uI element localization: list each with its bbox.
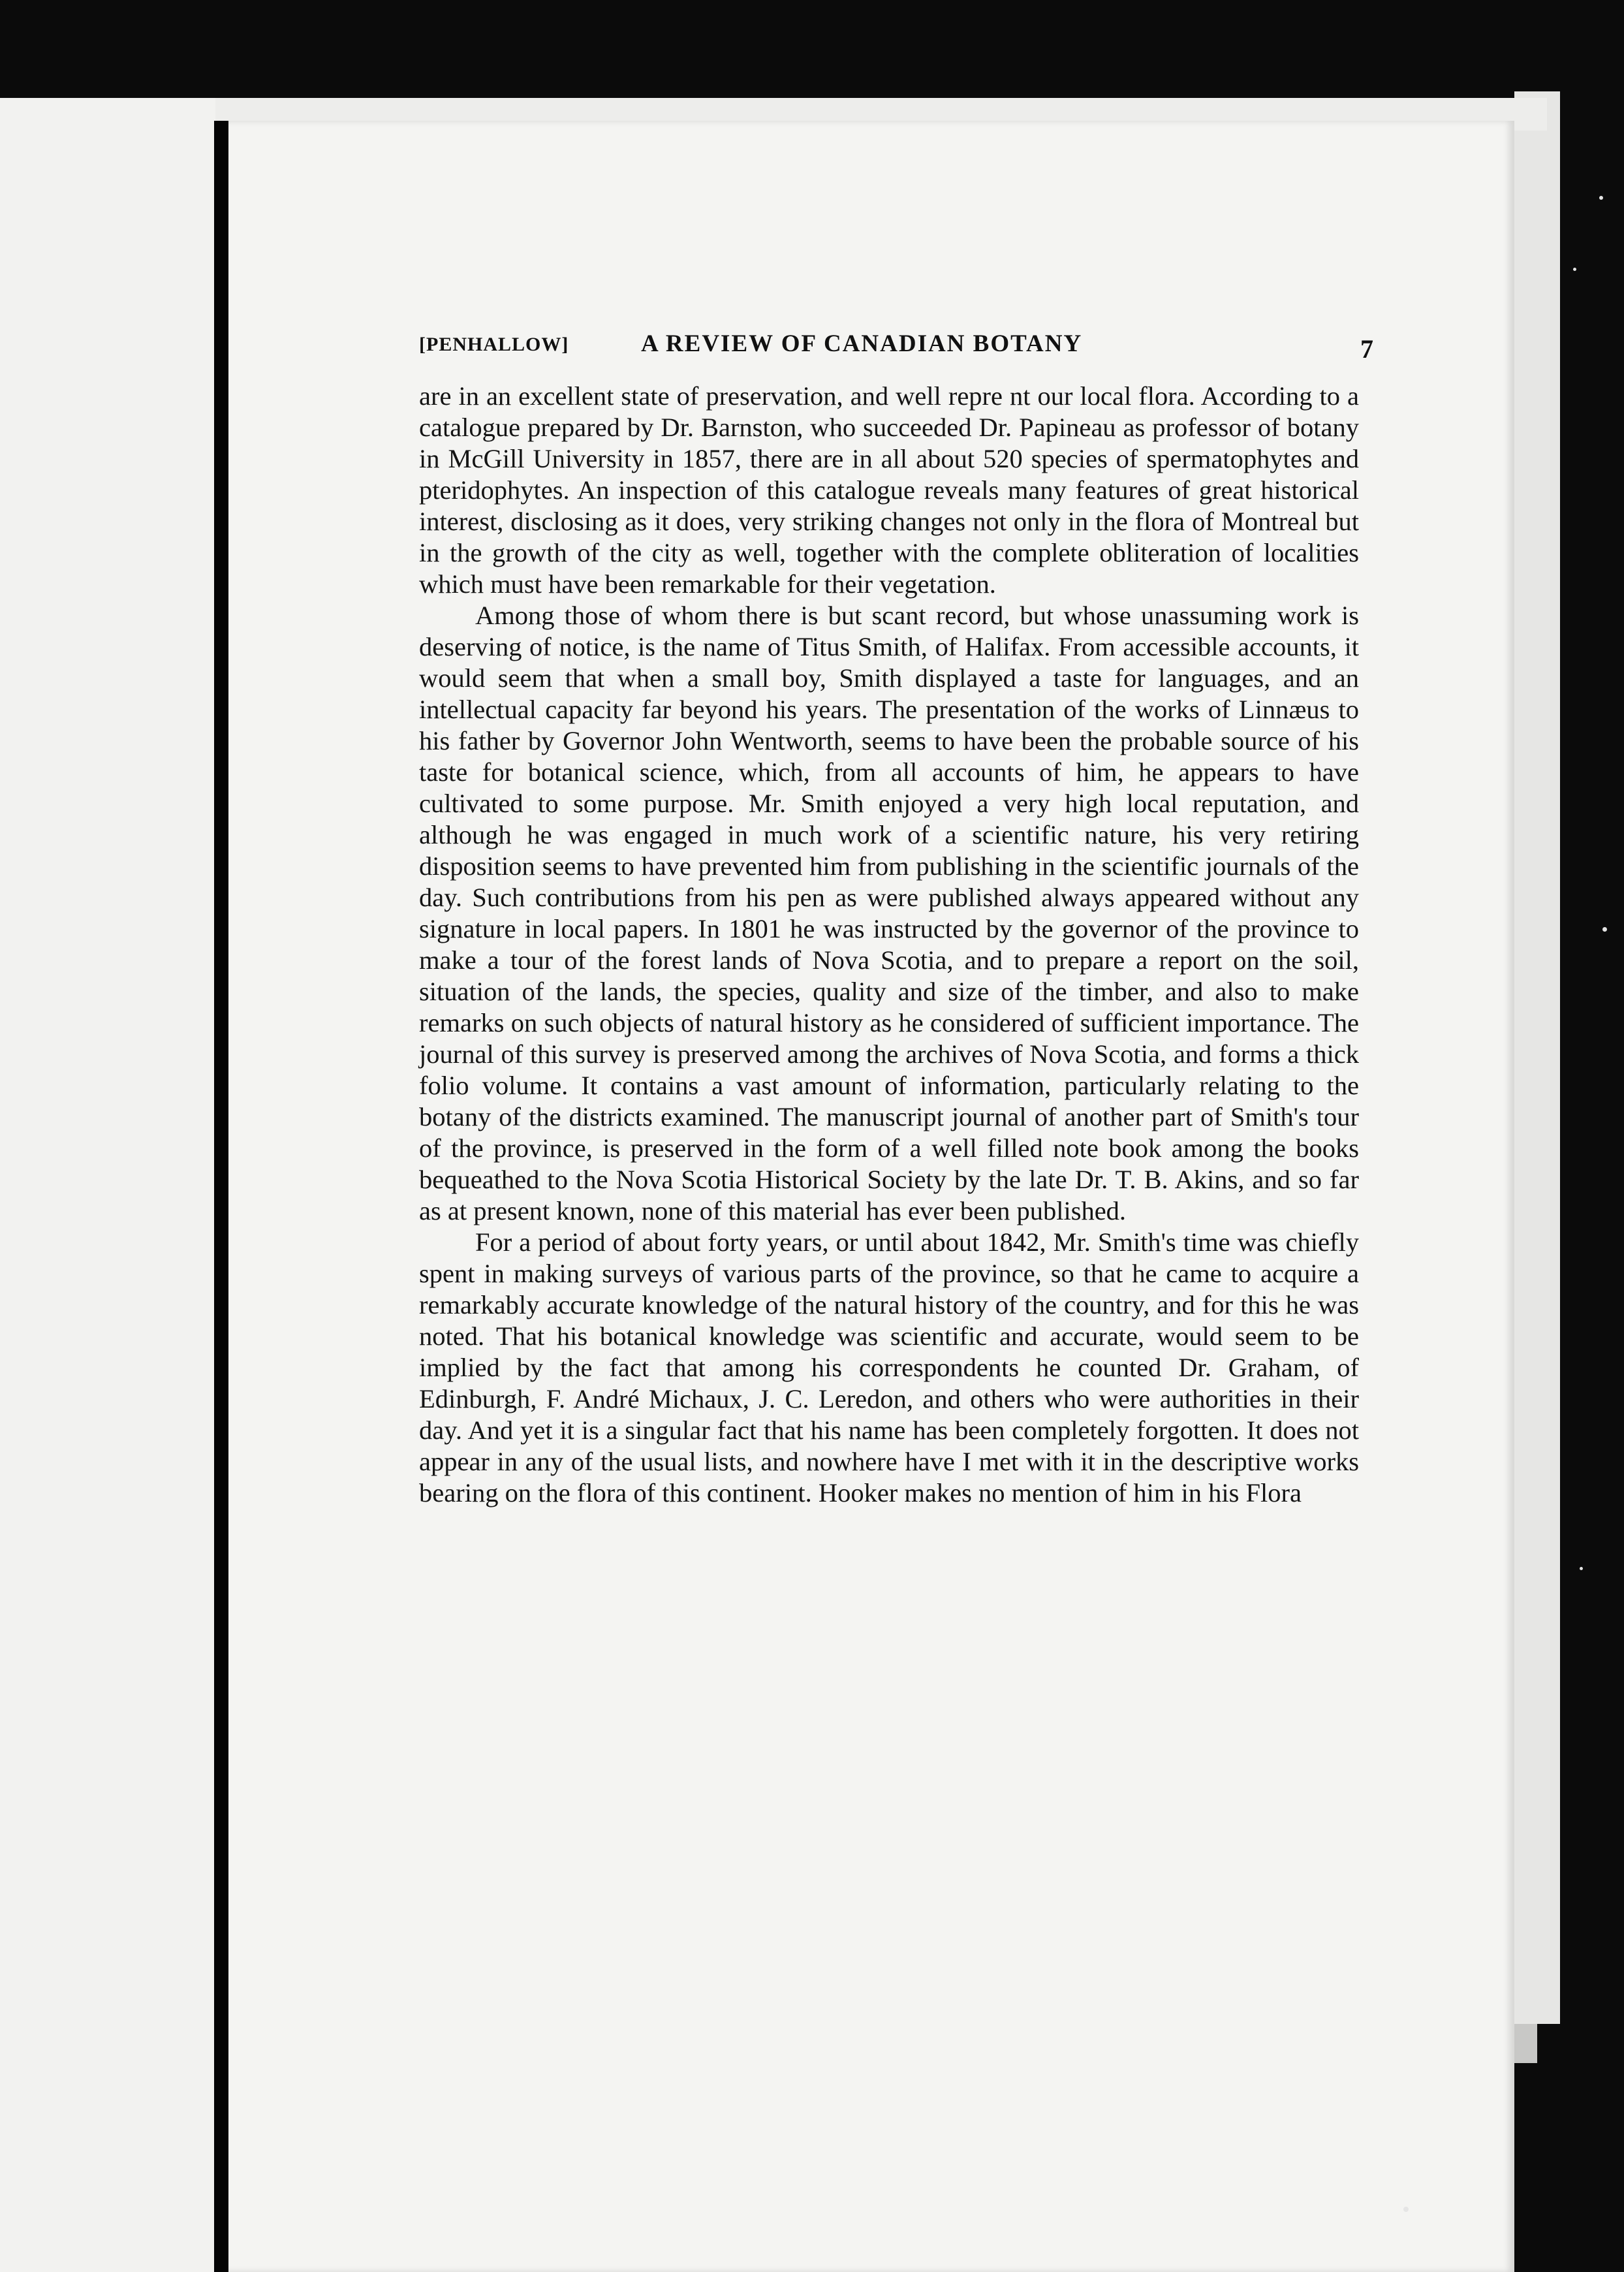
running-head-author: [PENHALLOW]: [419, 334, 569, 355]
scan-speck: [1573, 268, 1576, 271]
paragraph-continued: are in an excellent state of preservation, and well repre nt our local flora. According to a catalogue prepared by Dr. Barnston, who succeeded Dr. Papineau as professor of botany in McGill University in 1857, there are in all about 520 species of spermatophytes and pteridophytes. An inspection of this catalogue reveals many features of great historical interest, disclosing as it does, very striking changes not only in the flora of Montreal but in the growth of the city as well, together with the complete obliteration of localities which must have been remarkable for their vegetation.: [419, 381, 1359, 599]
facing-page-edge: [0, 98, 215, 2272]
book-page: [228, 121, 1514, 2272]
running-head: [419, 330, 1373, 371]
underlying-page-edge: [1514, 91, 1560, 2024]
scan-speck: [1599, 196, 1603, 200]
running-head-title: A REVIEW OF CANADIAN BOTANY: [641, 330, 1083, 357]
body-text: [419, 381, 1359, 1509]
binding-shadow: [214, 121, 228, 2272]
paragraph-titus-smith: Among those of whom there is but scant record, but whose unassuming work is deserving of notice, is the name of Titus Smith, of Halifax. From accessible accounts, it would seem that when a small boy, Smith displayed a taste for languages, and an intellectual capacity far beyond his years. The presentation of the works of Linnæus to his father by Governor John Wentworth, seems to have been the probable source of his taste for botanical science, which, from all accounts of him, he appears to have cultivated to some purpose. Mr. Smith enjoyed a very high local reputation, and although he was engaged in much work of a scientific nature, his very retiring disposition seems to have prevented him from publishing in the scientific journals of the day. Such contributions from his pen as were published always appeared without any signature in local papers. In 1801 he was instructed by the governor of the province to make a tour of the forest lands of Nova Scotia, and to prepare a report on the soil, situation of the lands, the species, quality and size of the timber, and also to make remarks on such objects of natural history as he considered of sufficient importance. The journal of this survey is preserved among the archives of Nova Scotia, and forms a thick folio volume. It contains a vast amount of information, particularly relating to the botany of the districts examined. The manuscript journal of another part of Smith's tour of the province, is preserved in the form of a well filled note book among the books bequeathed to the Nova Scotia Historical Society by the late Dr. T. B. Akins, and so far as at present known, none of this material has ever been published.: [419, 601, 1359, 1225]
page-number: 7: [1360, 334, 1373, 364]
scan-speck: [1580, 1567, 1583, 1570]
page-content: [419, 330, 1373, 1509]
paragraph-surveys: For a period of about forty years, or until about 1842, Mr. Smith's time was chiefly spent in making surveys of various parts of the province, so that he came to acquire a remarkably accurate knowledge of the natural history of the country, and for this he was noted. That his botanical knowledge was scientific and accurate, would seem to be implied by the fact that among his correspondents he counted Dr. Graham, of Edinburgh, F. André Michaux, J. C. Leredon, and others who were authorities in their day. And yet it is a singular fact that his name has been completely forgotten. It does not appear in any of the usual lists, and nowhere have I met with it in the descriptive works bearing on the flora of this continent. Hooker makes no mention of him in his Flora: [419, 1227, 1359, 1507]
scan-speck: [1403, 2207, 1409, 2212]
scan-speck: [1602, 927, 1607, 932]
